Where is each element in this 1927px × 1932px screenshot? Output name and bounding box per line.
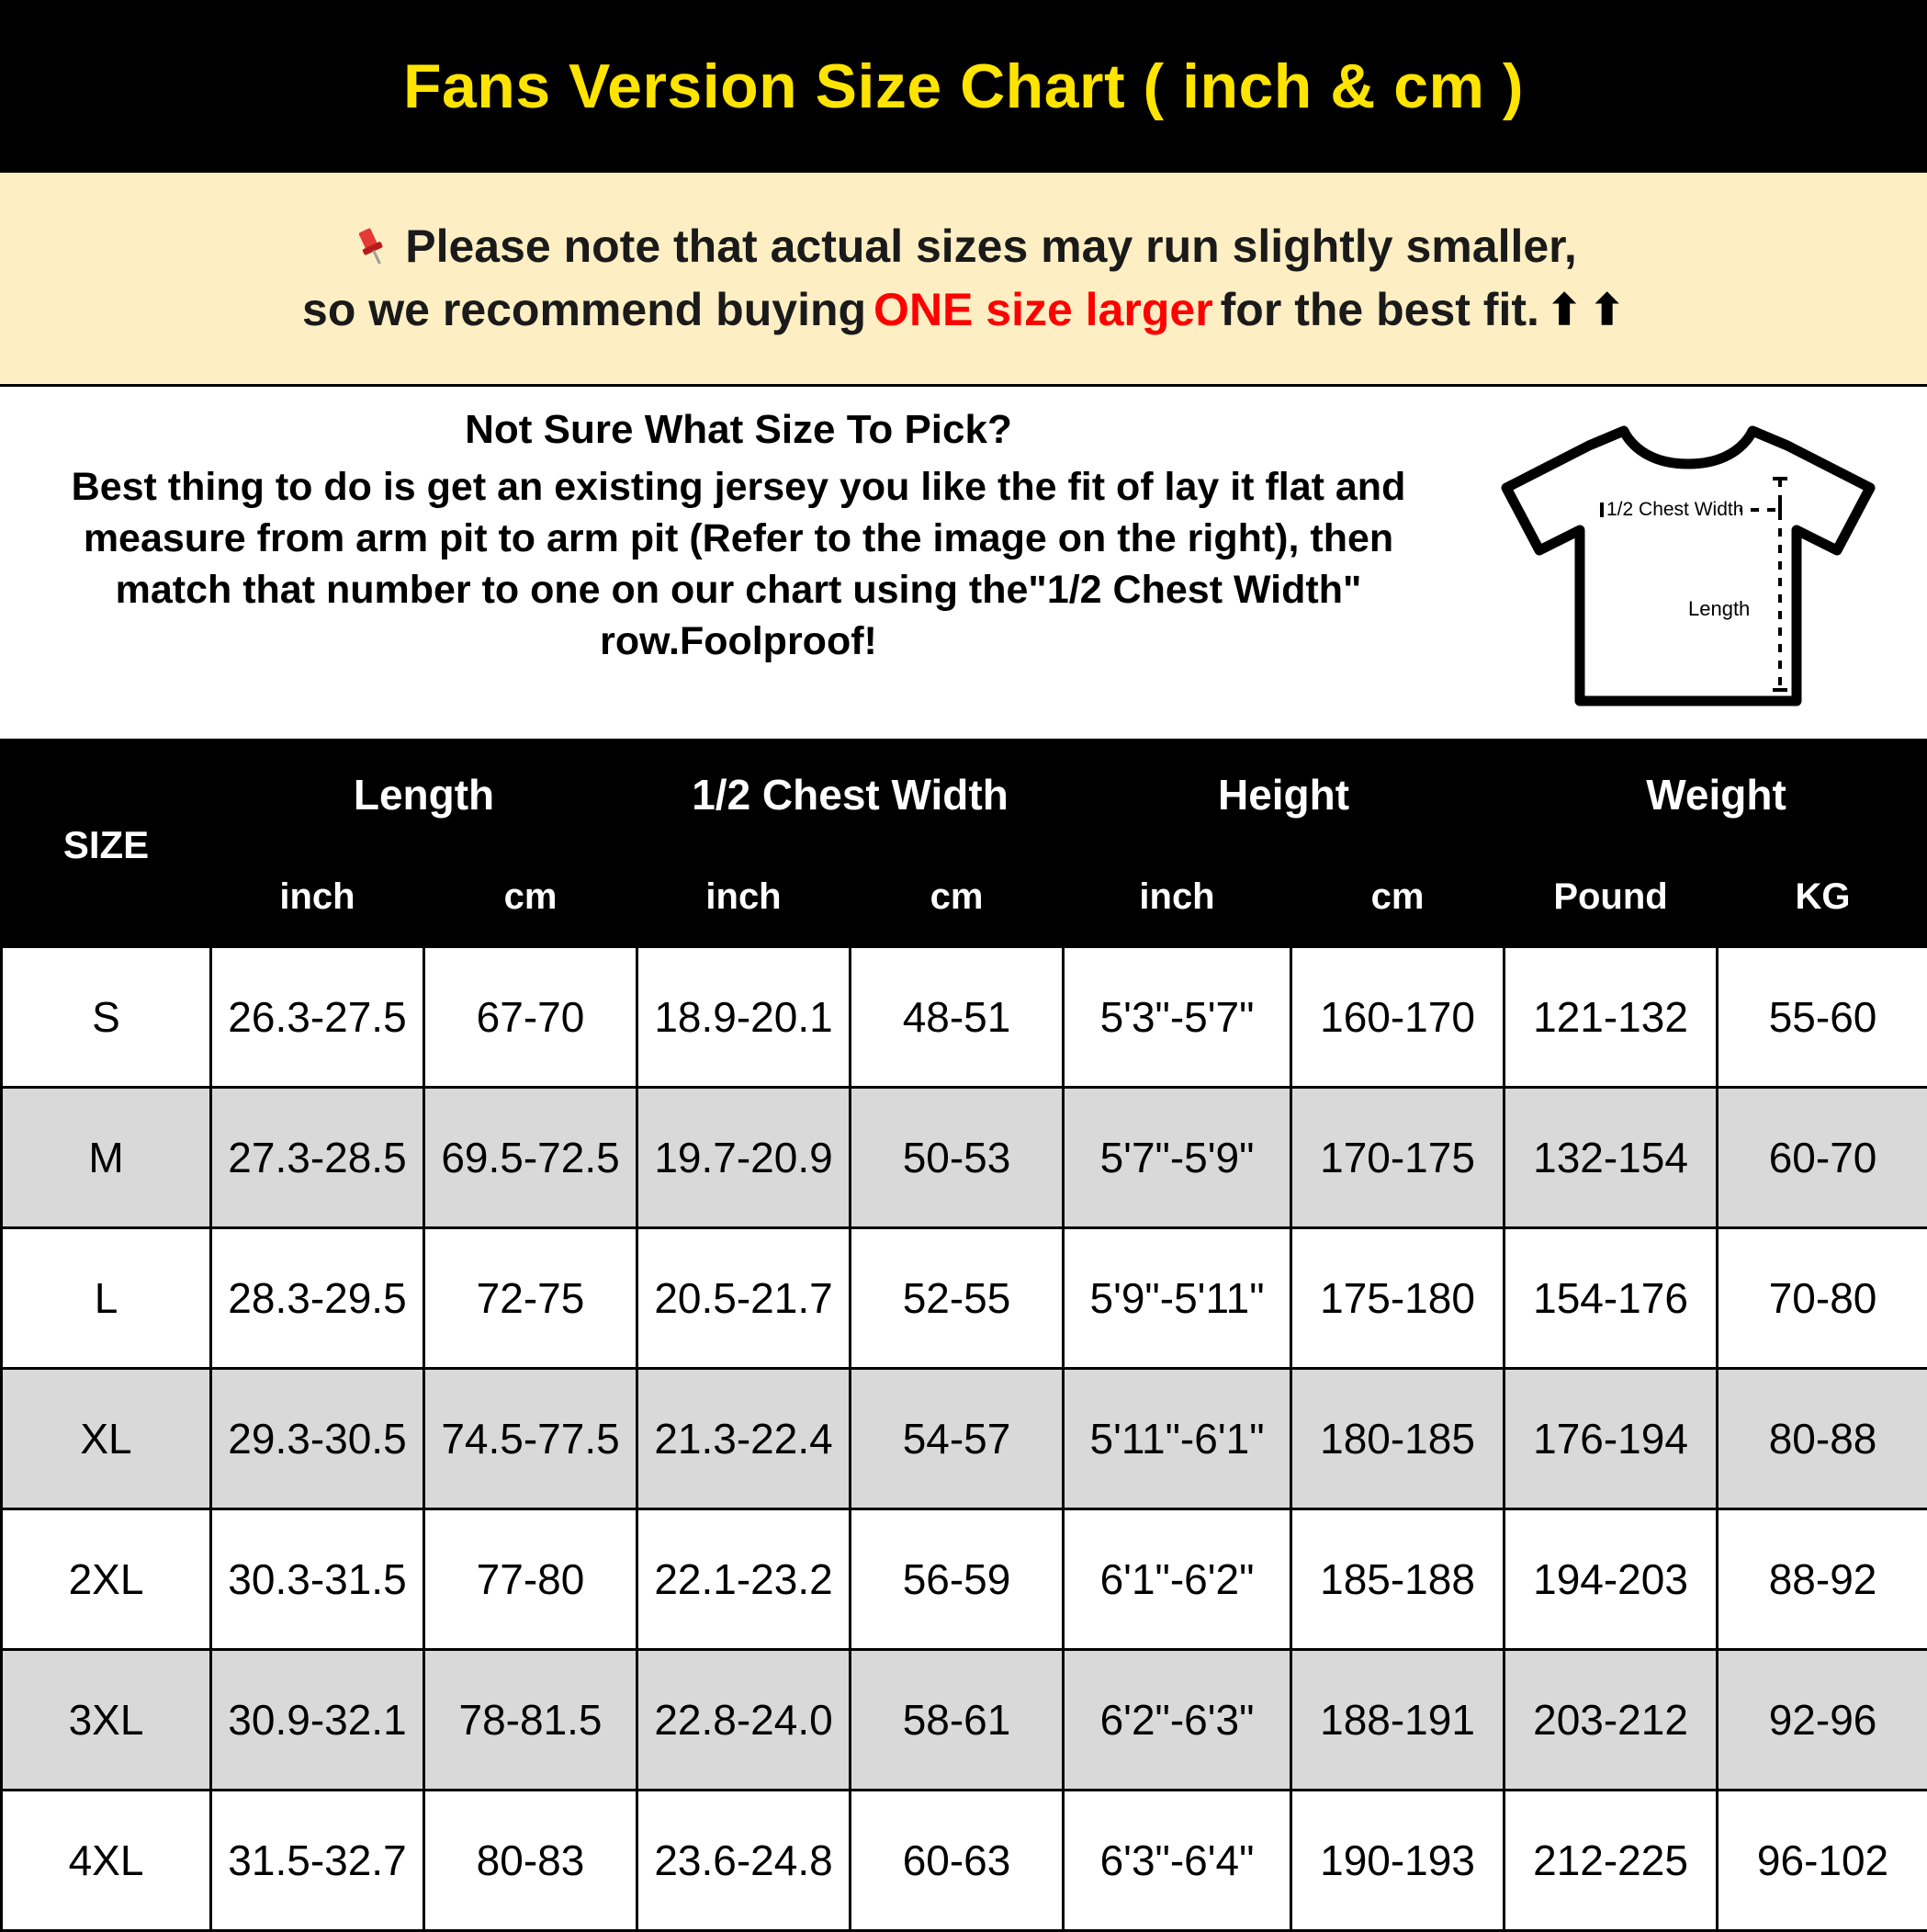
note-line-1	[350, 221, 1577, 272]
cell-chest-cm: 52-55	[851, 1228, 1064, 1369]
header-group-length: Length	[211, 743, 637, 847]
cell-length-inch: 28.3-29.5	[211, 1228, 424, 1369]
page-title: Fans Version Size Chart ( inch & cm )	[402, 51, 1525, 122]
header-unit-height-inch: inch	[1064, 847, 1291, 947]
table-header	[2, 743, 1927, 947]
cell-size: S	[2, 947, 211, 1088]
cell-length-inch: 30.3-31.5	[211, 1509, 424, 1650]
table-row	[2, 1088, 1927, 1228]
table-row	[2, 1509, 1927, 1650]
cell-weight-kg: 92-96	[1718, 1650, 1927, 1791]
cell-chest-cm: 60-63	[851, 1791, 1064, 1931]
cell-height-cm: 190-193	[1291, 1791, 1504, 1931]
cell-size: 2XL	[2, 1509, 211, 1650]
cell-size: 3XL	[2, 1650, 211, 1791]
table-row	[2, 1650, 1927, 1791]
cell-height-inch: 5'3"-5'7"	[1064, 947, 1291, 1088]
header-group-height: Height	[1064, 743, 1504, 847]
tshirt-diagram-icon	[1486, 414, 1890, 717]
cell-height-cm: 170-175	[1291, 1088, 1504, 1228]
arrow-up-icon-2: ⬆	[1589, 286, 1625, 334]
note-banner	[0, 173, 1927, 387]
tshirt-diagram	[1459, 407, 1918, 717]
cell-height-inch: 6'3"-6'4"	[1064, 1791, 1291, 1931]
cell-weight-kg: 96-102	[1718, 1791, 1927, 1931]
note-text-2b: for the best fit.	[1220, 284, 1539, 336]
header-unit-height-cm: cm	[1291, 847, 1504, 947]
cell-weight-pound: 176-194	[1504, 1369, 1718, 1509]
advice-body: Best thing to do is get an existing jersey you like the fit of lay it flat and measure from arm pit to arm pit (Refer to the image on the right), then match that number to one on our chart using the"1/2 Chest Width" row.Foolproof!	[71, 465, 1406, 663]
cell-weight-pound: 154-176	[1504, 1228, 1718, 1369]
cell-chest-inch: 19.7-20.9	[637, 1088, 851, 1228]
cell-height-inch: 6'1"-6'2"	[1064, 1509, 1291, 1650]
table-body	[2, 947, 1927, 1931]
cell-chest-inch: 23.6-24.8	[637, 1791, 851, 1931]
cell-height-cm: 175-180	[1291, 1228, 1504, 1369]
header-unit-length-inch: inch	[211, 847, 424, 947]
cell-height-cm: 188-191	[1291, 1650, 1504, 1791]
cell-size: L	[2, 1228, 211, 1369]
table-row	[2, 947, 1927, 1088]
header-unit-chest-inch: inch	[637, 847, 851, 947]
cell-length-cm: 67-70	[424, 947, 637, 1088]
note-line-2	[302, 285, 1625, 335]
cell-length-cm: 77-80	[424, 1509, 637, 1650]
cell-height-inch: 6'2"-6'3"	[1064, 1650, 1291, 1791]
cell-chest-cm: 50-53	[851, 1088, 1064, 1228]
cell-size: M	[2, 1088, 211, 1228]
advice-text-block	[9, 407, 1459, 668]
cell-chest-cm: 48-51	[851, 947, 1064, 1088]
note-text-2a: so we recommend buying	[302, 284, 867, 336]
table-header-row-units	[2, 847, 1927, 947]
header-group-weight: Weight	[1504, 743, 1927, 847]
note-text-1: Please note that actual sizes may run slightly smaller,	[405, 220, 1577, 273]
cell-weight-pound: 194-203	[1504, 1509, 1718, 1650]
cell-chest-inch: 22.8-24.0	[637, 1650, 851, 1791]
cell-weight-pound: 212-225	[1504, 1791, 1718, 1931]
cell-weight-kg: 80-88	[1718, 1369, 1927, 1509]
header-unit-length-cm: cm	[424, 847, 637, 947]
cell-weight-kg: 60-70	[1718, 1088, 1927, 1228]
table-row	[2, 1228, 1927, 1369]
cell-length-cm: 69.5-72.5	[424, 1088, 637, 1228]
pushpin-icon	[350, 225, 394, 269]
header-unit-chest-cm: cm	[851, 847, 1064, 947]
cell-chest-cm: 56-59	[851, 1509, 1064, 1650]
arrow-up-icon-1: ⬆	[1546, 286, 1583, 334]
cell-weight-pound: 121-132	[1504, 947, 1718, 1088]
cell-weight-kg: 88-92	[1718, 1509, 1927, 1650]
cell-length-inch: 29.3-30.5	[211, 1369, 424, 1509]
chest-width-label: 1/2 Chest Width	[1606, 499, 1744, 521]
cell-length-cm: 74.5-77.5	[424, 1369, 637, 1509]
table-row	[2, 1369, 1927, 1509]
cell-chest-cm: 58-61	[851, 1650, 1064, 1791]
cell-size: XL	[2, 1369, 211, 1509]
header-size: SIZE	[2, 743, 211, 947]
cell-length-cm: 72-75	[424, 1228, 637, 1369]
cell-chest-inch: 21.3-22.4	[637, 1369, 851, 1509]
cell-length-inch: 30.9-32.1	[211, 1650, 424, 1791]
advice-heading: Not Sure What Size To Pick?	[465, 407, 1012, 453]
cell-size: 4XL	[2, 1791, 211, 1931]
table-row	[2, 1791, 1927, 1931]
length-label: Length	[1688, 597, 1751, 621]
cell-length-inch: 31.5-32.7	[211, 1791, 424, 1931]
size-table	[0, 741, 1927, 1932]
cell-height-inch: 5'7"-5'9"	[1064, 1088, 1291, 1228]
cell-chest-inch: 20.5-21.7	[637, 1228, 851, 1369]
advice-section	[0, 387, 1927, 739]
cell-height-cm: 185-188	[1291, 1509, 1504, 1650]
cell-weight-kg: 55-60	[1718, 947, 1927, 1088]
cell-weight-pound: 203-212	[1504, 1650, 1718, 1791]
cell-length-cm: 78-81.5	[424, 1650, 637, 1791]
header-group-chest: 1/2 Chest Width	[637, 743, 1064, 847]
title-bar	[0, 0, 1927, 173]
cell-chest-inch: 22.1-23.2	[637, 1509, 851, 1650]
cell-length-cm: 80-83	[424, 1791, 637, 1931]
cell-height-cm: 180-185	[1291, 1369, 1504, 1509]
cell-length-inch: 26.3-27.5	[211, 947, 424, 1088]
cell-chest-inch: 18.9-20.1	[637, 947, 851, 1088]
cell-weight-pound: 132-154	[1504, 1088, 1718, 1228]
cell-weight-kg: 70-80	[1718, 1228, 1927, 1369]
header-unit-weight-kg: KG	[1718, 847, 1927, 947]
cell-height-inch: 5'11"-6'1"	[1064, 1369, 1291, 1509]
table-header-row-groups	[2, 743, 1927, 847]
cell-length-inch: 27.3-28.5	[211, 1088, 424, 1228]
size-table-wrapper	[0, 739, 1927, 1932]
cell-height-inch: 5'9"-5'11"	[1064, 1228, 1291, 1369]
cell-height-cm: 160-170	[1291, 947, 1504, 1088]
note-highlight: ONE size larger	[873, 284, 1213, 336]
header-unit-weight-pound: Pound	[1504, 847, 1718, 947]
cell-chest-cm: 54-57	[851, 1369, 1064, 1509]
